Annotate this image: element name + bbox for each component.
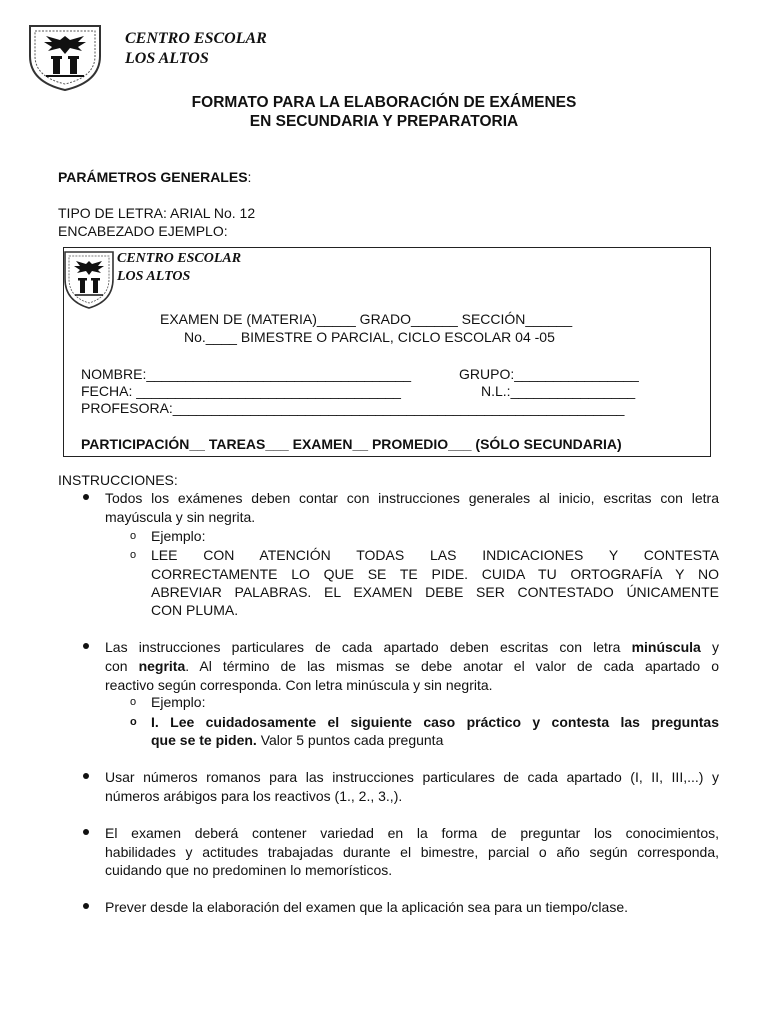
item2-line1-bold: minúscula [631,639,701,655]
item2-line1 [105,638,719,656]
circle-bullet-icon: o [130,549,137,561]
item2-example-line1: I. Lee cuidadosamente el siguiente caso práctico y contesta las preguntas [151,714,719,730]
item5-line1: Prever desde la elaboración del examen que la aplicación sea para un tiempo/clase. [105,899,628,915]
example-school-name [117,250,241,286]
item2-line2 [105,657,719,675]
item1-example-line4: CON PLUMA. [151,602,239,618]
example-school-line1: CENTRO ESCOLAR [117,251,242,266]
item1-example-line2: CORRECTAMENTE LO QUE SE TE PIDE. CUIDA TU ORTOGRAFÍA Y NO [151,566,719,582]
header-example-label: ENCABEZADO EJEMPLO: [58,223,228,239]
example-school-line2: LOS ALTOS [117,269,191,284]
font-spec: TIPO DE LETRA: ARIAL No. 12 [58,205,256,221]
item1-line2: mayúscula y sin negrita. [105,509,256,525]
school-crest-logo [26,22,104,92]
school-crest-logo-small [62,249,116,311]
exam-line2: No.____ BIMESTRE O PARCIAL, CICLO ESCOLAR 04 -05 [184,329,555,345]
item4-line3: cuidando que no predominen lo memorísticos. [105,862,393,878]
item2-example-label: Ejemplo: [151,694,206,710]
item4-line2: habilidades y actitudes trabajadas durante el bimestre, parcial o año según corresponda, [105,844,719,860]
item2-example-line2-bold: que se te piden. [151,732,257,748]
bullet-icon [83,643,89,649]
item4-line1: El examen deberá contener variedad en la forma de preguntar los conocimientos, [105,825,719,841]
item1-example-line1: LEE CON ATENCIÓN TODAS LAS INDICACIONES Y CONTESTA [151,547,719,563]
school-name-line2: LOS ALTOS [125,50,209,67]
bullet-icon [83,494,89,500]
nombre-field: NOMBRE:__________________________________ [81,366,412,382]
school-name-line1: CENTRO ESCOLAR [125,30,267,47]
item1-example-label: Ejemplo: [151,528,206,544]
item2-line3: reactivo según corresponda. Con letra minúscula y sin negrita. [105,677,493,693]
document-title-line1: FORMATO PARA LA ELABORACIÓN DE EXÁMENES [191,94,577,111]
item2-line1-b: y [700,639,720,655]
item3-line1: Usar números romanos para las instrucciones particulares de cada apartado (I, II, III,...) y [105,769,719,785]
profesora-field: PROFESORA:__________________________________________________________ [81,400,625,416]
bullet-icon [83,829,89,835]
item3-line2: números arábigos para los reactivos (1., 2., 3.,). [105,788,403,804]
params-heading [58,168,251,186]
params-heading-suffix: : [247,169,252,185]
item2-line2-bold: negrita [138,658,186,674]
school-name [125,29,267,69]
item2-line2-b: . Al término de las mismas se debe anotar el valor de cada apartado o [185,658,719,674]
nl-field: N.L.:________________ [481,383,636,399]
grupo-field: GRUPO:________________ [459,366,639,382]
fecha-field: FECHA: __________________________________ [81,383,401,399]
circle-bullet-icon: o [130,530,137,542]
item2-example-line2-rest: Valor 5 puntos cada pregunta [256,732,444,748]
exam-line1: EXAMEN DE (MATERIA)_____ GRADO______ SECCIÓN______ [160,311,573,327]
circle-bullet-icon: o [130,696,137,708]
item1-line1: Todos los exámenes deben contar con instrucciones generales al inicio, escritas con letra [105,490,719,506]
circle-bullet-icon: o [130,716,137,728]
document-title-line2: EN SECUNDARIA Y PREPARATORIA [249,113,519,130]
instructions-heading: INSTRUCCIONES: [58,472,178,488]
params-heading-label: PARÁMETROS GENERALES [58,169,248,185]
item2-example-line2 [151,731,443,749]
participacion-line: PARTICIPACIÓN__ TAREAS___ EXAMEN__ PROMEDIO___ (SÓLO SECUNDARIA) [81,436,622,452]
item2-line1-a: Las instrucciones particulares de cada apartado deben escritas con letra [105,639,632,655]
bullet-icon [83,903,89,909]
bullet-icon [83,773,89,779]
item1-example-line3: ABREVIAR PALABRAS. EL EXAMEN DEBE SER CONTESTADO ÚNICAMENTE [151,584,719,600]
item2-line2-a: con [105,658,139,674]
